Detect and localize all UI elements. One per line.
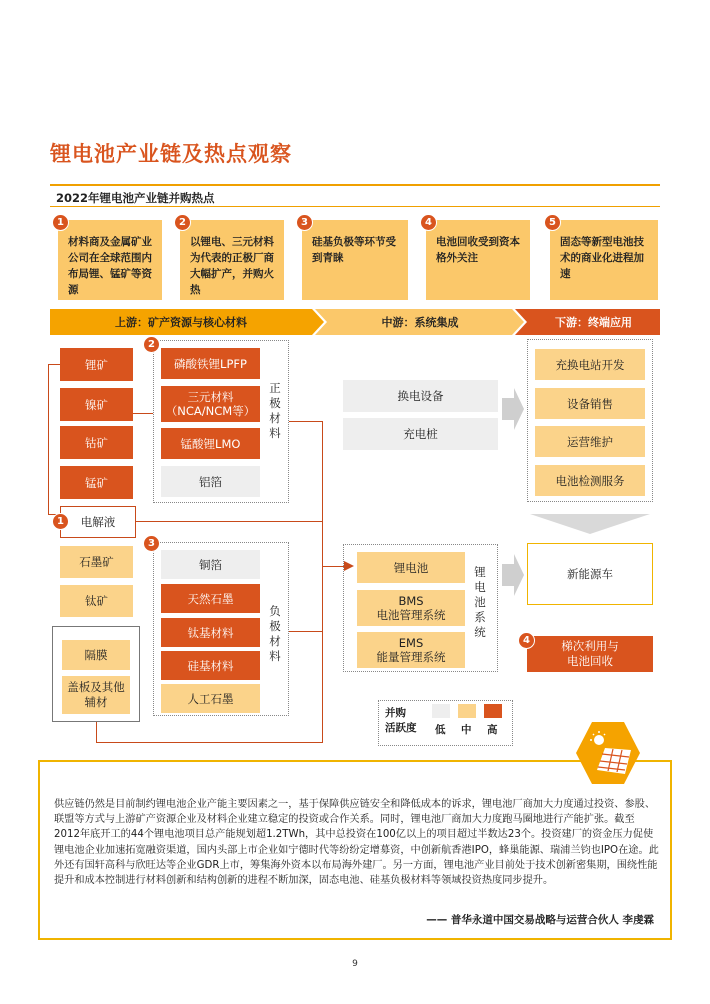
connector-line xyxy=(48,364,49,514)
anode-copper-foil: 铜箔 xyxy=(161,550,260,579)
number-badge: 2 xyxy=(174,214,191,231)
hotspot-text: 材料商及金属矿业公司在全球范围内布局锂、锰矿等资源 xyxy=(68,236,152,296)
anode-label: 负极材料 xyxy=(269,604,281,663)
connector-line xyxy=(289,631,323,632)
service-station-development: 充换电站开发 xyxy=(535,349,645,380)
connector-line xyxy=(322,421,323,523)
battery-swap-equipment: 换电设备 xyxy=(343,380,498,412)
number-badge: 3 xyxy=(143,535,160,552)
page-title: 锂电池产业链及热点观察 xyxy=(50,142,292,166)
cathode-lmo: 锰酸锂LMO xyxy=(161,428,260,459)
anode-titanium-based: 钛基材料 xyxy=(161,618,260,647)
ems: EMS 能量管理系统 xyxy=(357,632,465,668)
legend-swatch-mid xyxy=(458,704,476,718)
connector-line xyxy=(133,413,153,414)
hotspot-text: 电池回收受到资本格外关注 xyxy=(436,236,520,264)
stage-midstream: 中游：系统集成 xyxy=(381,316,459,329)
mineral-graphite: 石墨矿 xyxy=(60,546,133,578)
new-energy-vehicle xyxy=(527,543,653,605)
ore-manganese: 锰矿 xyxy=(60,466,133,499)
quote-text: 供应链仍然是目前制约锂电池企业产能主要因素之一，基于保障供应链安全和降低成本的诉求，锂电池厂商加大力度通过投资、参股、联盟等方式与上游矿产资源企业及材料企业建立稳定的投资或合作关系。同时，锂电池厂商加大力度跑马圈地进行产能扩张。截至2012年底开工的44个锂电池项目总产能规划超1.2TWh，其中总投资在100亿以上的项目超过半数达23个。投资建厂的资金压力促使锂电池企业加速拓宽融资渠道，国内头部上市企业如宁德时代等纷纷定增募资，中创新航香港IPO，蜂巢能源、瑞浦兰钧也IPO在途。此外还有国轩高科与欣旺达等企业GDR上市，筹集海外资本以布局海外建厂。另一方面，锂电池产业目前处于技术创新密集期，围绕性能提升和成本控制进行材料创新和结构创新的进程不断加深，固态电池、硅基负极材料等领域投资热度同步提升。 xyxy=(54,799,659,887)
connector-line xyxy=(96,742,322,743)
ore-cobalt: 钴矿 xyxy=(60,426,133,459)
connector-line xyxy=(48,364,60,365)
arrow-down-icon xyxy=(530,514,650,534)
hotspot-card-5 xyxy=(549,216,658,300)
section-subtitle: 2022年锂电池产业链并购热点 xyxy=(56,191,215,205)
anode-natural-graphite: 天然石墨 xyxy=(161,584,260,613)
number-badge: 4 xyxy=(518,632,535,649)
stage-downstream: 下游：终端应用 xyxy=(555,316,632,329)
separator-membrane: 隔膜 xyxy=(62,640,130,670)
electrolyte-box xyxy=(60,506,136,538)
hotspot-text: 固态等新型电池技术的商业化进程加速 xyxy=(560,236,644,280)
ore-lithium: 锂矿 xyxy=(60,348,133,381)
legend-mid: 中 xyxy=(461,724,472,736)
hotspot-card-3 xyxy=(301,216,408,300)
legend-title: 并购 活跃度 xyxy=(385,707,417,734)
lithium-battery: 锂电池 xyxy=(357,552,465,583)
hotspot-text: 以锂电、三元材料为代表的正极厂商大幅扩产，并购火热 xyxy=(190,236,274,296)
hotspot-card-1 xyxy=(57,216,162,300)
connector-line xyxy=(136,521,322,522)
stage-upstream: 上游：矿产资源与核心材料 xyxy=(115,316,247,329)
page-number: 9 xyxy=(352,959,358,969)
anode-artificial-graphite: 人工石墨 xyxy=(161,684,260,713)
service-battery-testing: 电池检测服务 xyxy=(535,465,645,496)
charging-pile: 充电桩 xyxy=(343,418,498,450)
cathode-lfp: 磷酸铁锂LPFP xyxy=(161,348,260,379)
legend-swatch-high xyxy=(484,704,502,718)
cathode-aluminum-foil: 铝箔 xyxy=(161,466,260,497)
hotspot-text: 硅基负极等环节受到青睐 xyxy=(312,236,396,264)
arrow-right-icon xyxy=(502,388,524,430)
number-badge: 5 xyxy=(544,214,561,231)
number-badge: 1 xyxy=(52,513,69,530)
legend-low: 低 xyxy=(435,724,446,736)
number-badge: 3 xyxy=(296,214,313,231)
connector-line xyxy=(96,722,97,742)
service-equipment-sales: 设备销售 xyxy=(535,388,645,419)
battery-system-label: 锂电池系统 xyxy=(474,565,486,639)
mineral-titanium: 钛矿 xyxy=(60,585,133,617)
connector-line xyxy=(322,521,323,631)
cathode-label: 正极材料 xyxy=(269,381,281,440)
connector-line xyxy=(289,421,323,422)
hotspot-card-4 xyxy=(425,216,530,300)
arrow-right-icon xyxy=(502,554,524,596)
recycling-box: 梯次利用与 电池回收 xyxy=(527,636,653,672)
connector-line xyxy=(322,631,323,743)
legend-high: 高 xyxy=(487,724,498,736)
solar-panel-icon xyxy=(575,720,641,786)
electrolyte-label: 电解液 xyxy=(80,515,116,529)
divider xyxy=(50,184,660,186)
cover-plate-accessories: 盖板及其他辅材 xyxy=(62,676,130,714)
number-badge: 4 xyxy=(420,214,437,231)
divider xyxy=(50,206,660,207)
legend-swatch-low xyxy=(432,704,450,718)
hotspot-card-2 xyxy=(179,216,284,300)
service-operation-maintenance: 运营维护 xyxy=(535,426,645,457)
quote-signature: —— 普华永道中国交易战略与运营合伙人 李虔霖 xyxy=(426,914,654,926)
cathode-ternary: 三元材料（NCA/NCM等） xyxy=(161,386,260,422)
nev-label: 新能源车 xyxy=(567,567,613,581)
number-badge: 2 xyxy=(143,336,160,353)
anode-silicon-based: 硅基材料 xyxy=(161,651,260,680)
number-badge: 1 xyxy=(52,214,69,231)
ore-nickel: 镍矿 xyxy=(60,388,133,421)
bms: BMS 电池管理系统 xyxy=(357,590,465,626)
